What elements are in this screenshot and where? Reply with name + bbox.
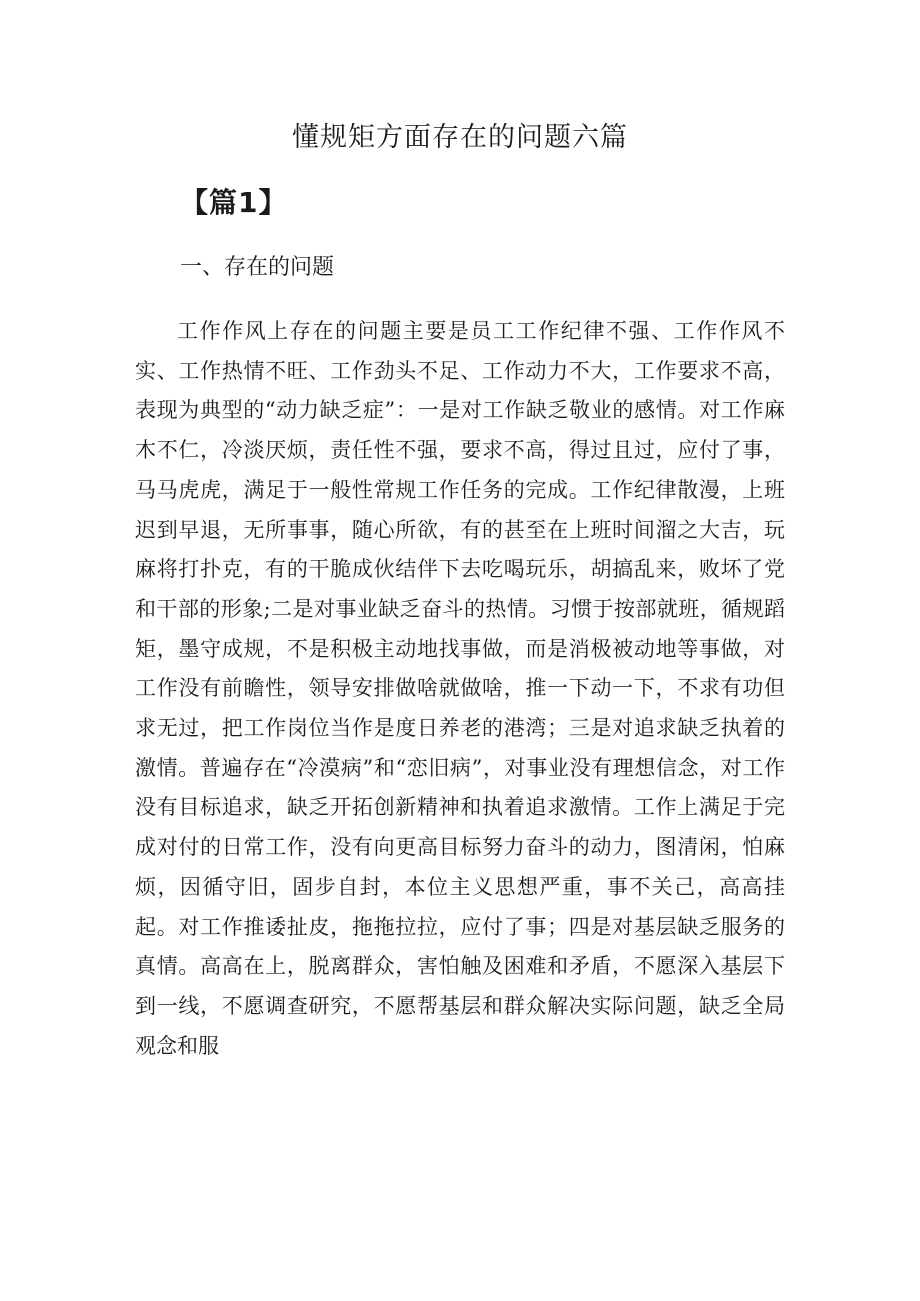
part-heading: 【篇1】 (180, 186, 288, 219)
body-paragraph: 工作作风上存在的问题主要是员工工作纪律不强、工作作风不实、工作热情不旺、工作劲头不足、工作动力不大，工作要求不高，表现为典型的“动力缺乏症”：一是对工作缺乏敬业的感情。对工作麻木不仁，冷淡厌烦，责任性不强，要求不高，得过且过，应付了事，马马虎虎，满足于一般性常规工作任务的完成。工作纪律散漫，上班迟到早退，无所事事，随心所欲，有的甚至在上班时间溜之大吉，玩麻将打扑克，有的干脆成伙结伴下去吃喝玩乐，胡搞乱来，败坏了党和干部的形象;二是对事业缺乏奋斗的热情。习惯于按部就班，循规蹈矩，墨守成规，不是积极主动地找事做，而是消极被动地等事做，对工作没有前瞻性，领导安排做啥就做啥，推一下动一下，不求有功但求无过，把工作岗位当作是度日养老的港湾；三是对追求缺乏执着的激情。普遍存在“冷漠病”和“恋旧病”，对事业没有理想信念，对工作没有目标追求，缺乏开拓创新精神和执着追求激情。工作上满足于完成对付的日常工作，没有向更高目标努力奋斗的动力，图清闲，怕麻烦，因循守旧，固步自封，本位主义思想严重，事不关己，高高挂起。对工作推诿扯皮，拖拖拉拉，应付了事；四是对基层缺乏服务的真情。高高在上，脱离群众，害怕触及困难和矛盾，不愿深入基层下到一线，不愿调查研究，不愿帮基层和群众解决实际问题，缺乏全局观念和服 (135, 319, 785, 1058)
document-title: 懂规矩方面存在的问题六篇 (292, 122, 628, 153)
section-heading: 一、存在的问题 (180, 255, 335, 280)
